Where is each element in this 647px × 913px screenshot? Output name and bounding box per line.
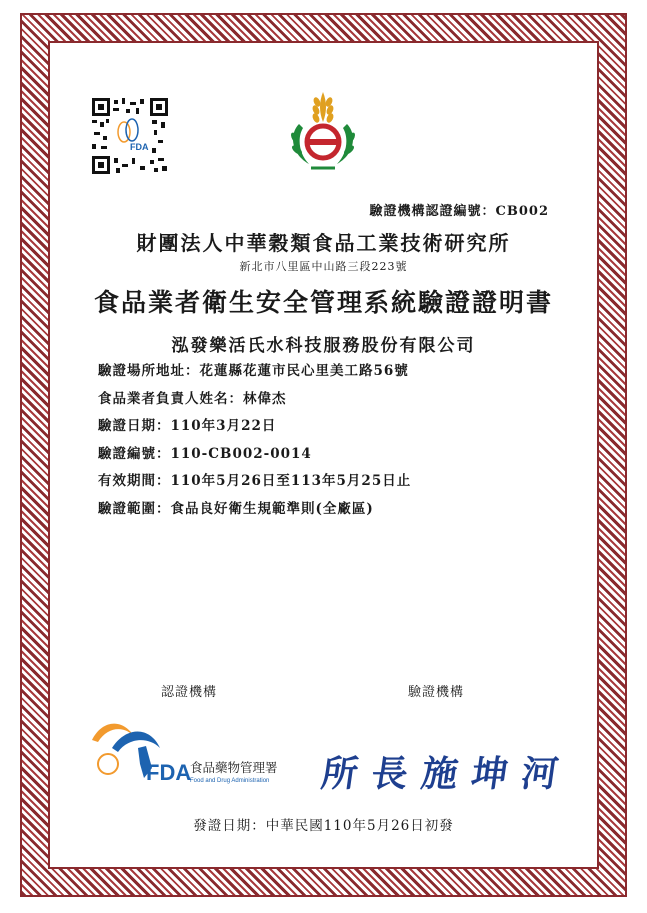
institute-emblem [283, 88, 363, 176]
field-label: 驗證日期： [98, 418, 171, 434]
field-value: 林偉杰 [243, 390, 287, 407]
field-verification-number [98, 441, 411, 469]
field-value: 110年3月22日 [170, 418, 277, 434]
institute-address: 新北市八里區中山路三段223號 [239, 260, 408, 273]
field-value: 食品良好衛生規範準則(全廠區) [170, 500, 374, 517]
field-label: 有效期間： [98, 473, 171, 489]
field-site-address [98, 358, 411, 386]
accreditation-body-label: 認證機構 [161, 685, 218, 700]
issue-date: 發證日期：中華民國110年5月26日初發 [193, 818, 454, 834]
fda-wing-blue-icon [112, 732, 160, 753]
company-name: 泓發樂活氏水科技服務股份有限公司 [171, 336, 476, 356]
fda-letters: FDA [146, 760, 192, 784]
field-verification-date [98, 413, 411, 441]
qr-code [92, 98, 168, 174]
field-scope [98, 496, 411, 524]
accreditation-number: 驗證機構認證編號：CB002 [369, 204, 549, 219]
field-label: 驗證編號： [98, 445, 171, 462]
institute-name: 財團法人中華穀類食品工業技術研究所 [136, 231, 511, 255]
field-label: 驗證範圍： [98, 500, 171, 517]
field-value: 花蓮縣花蓮市民心里美工路56號 [199, 363, 409, 379]
qr-fda-caption: FDA [130, 142, 149, 152]
certificate-title: 食品業者衛生安全管理系統驗證證明書 [93, 288, 553, 317]
certificate-fields [98, 358, 411, 523]
field-value: 110年5月26日至113年5月25日止 [170, 473, 412, 489]
field-label: 驗證場所地址： [98, 363, 200, 379]
field-label: 食品業者負責人姓名： [98, 390, 243, 407]
fda-name-en: Food and Drug Administration [190, 778, 270, 784]
field-value: 110-CB002-0014 [170, 445, 312, 462]
field-validity-period [98, 468, 411, 496]
field-owner-name [98, 386, 411, 414]
director-signature: 所長施坤河 [318, 753, 575, 795]
fda-name-zh: 食品藥物管理署 [190, 760, 278, 775]
certification-body-label: 驗證機構 [408, 685, 465, 700]
fda-logo [88, 718, 318, 784]
